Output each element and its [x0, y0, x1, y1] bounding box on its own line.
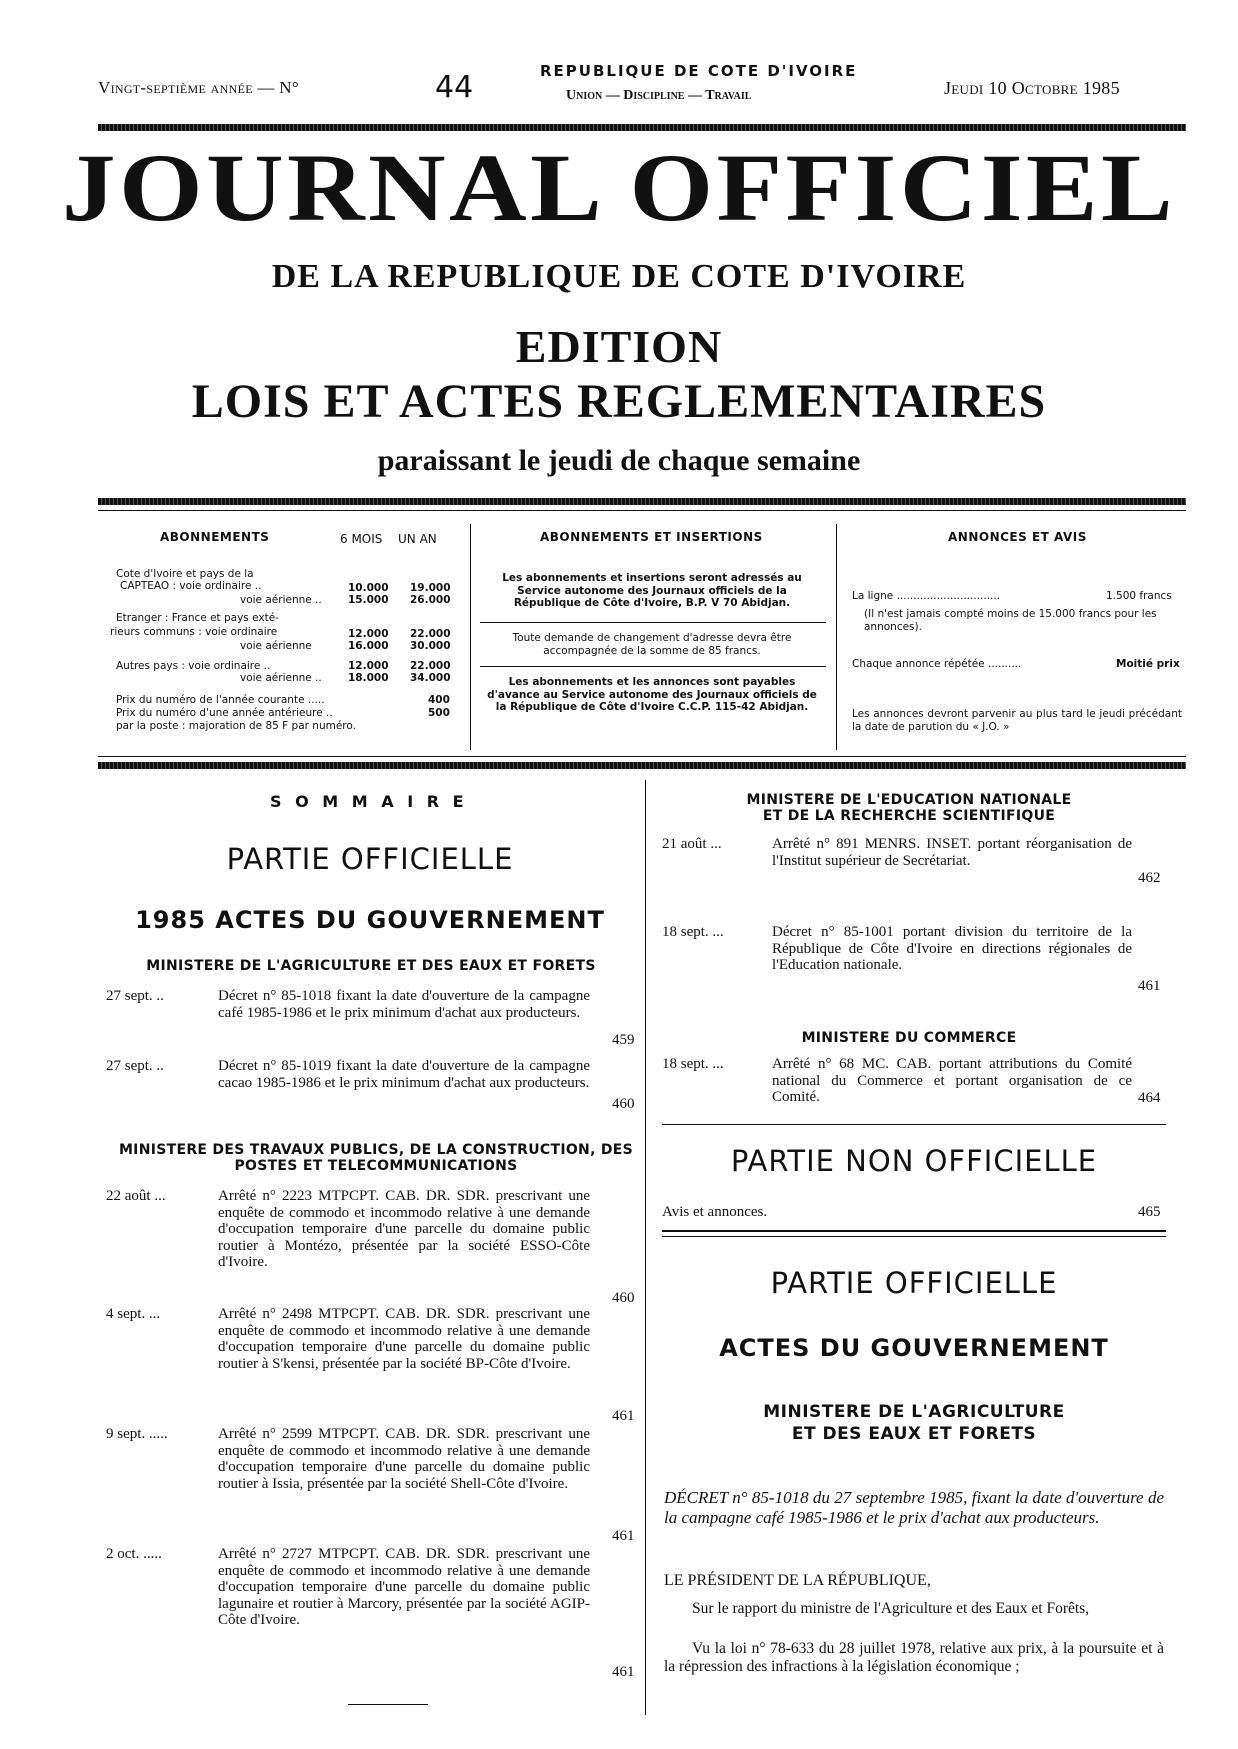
subs-col-6mois: 6 MOIS [340, 532, 383, 546]
insertions-address: Les abonnements et insertions seront adressés au Service autonome des Journaux officiels de la République de Côte d'Ivoire, B.P. V 70 Abidjan. [502, 572, 802, 609]
year-line-text: Vingt-septième année — N° [98, 78, 299, 97]
box-rule-top [98, 498, 1186, 505]
entry-text: Arrêté n° 2223 MTPCPT. CAB. DR. SDR. prescrivant une enquête de commodo et incommodo relative à une demande d'occupation temporaire d'une parcelle du domaine public routier à Montézo, présentée par la société ESSO-Côte d'Ivoire. [218, 1188, 590, 1270]
subs-line: Etranger : France et pays exté- [116, 612, 279, 624]
avis-page: 465 [1138, 1204, 1161, 1220]
sommaire-heading: S O M M A I R E [270, 792, 468, 811]
entry-page: 461 [612, 1528, 635, 1544]
entry-page: 460 [612, 1290, 635, 1306]
body-ministry-line-1: MINISTERE DE L'AGRICULTURE [763, 1402, 1065, 1422]
entry-date: 4 sept. ... [106, 1306, 161, 1322]
subs-line: Autres pays : voie ordinaire .. [116, 660, 271, 672]
box-rule-bottom [98, 762, 1186, 769]
entry-date: 27 sept. .. [106, 988, 164, 1004]
journal-subtitle: DE LA REPUBLIQUE DE COTE D'IVOIRE [271, 258, 967, 295]
subs-price: 30.000 [410, 640, 451, 652]
republic-name: REPUBLIQUE DE COTE D'IVOIRE [540, 62, 858, 80]
partie-non-rule [662, 1124, 1166, 1125]
ministry-heading-agriculture: MINISTERE DE L'AGRICULTURE ET DES EAUX ET FORETS [146, 958, 596, 974]
subs-line: Cote d'Ivoire et pays de la [116, 568, 254, 580]
subs-line: Prix du numéro de l'année courante ..... [116, 694, 325, 706]
entry-page: 461 [612, 1408, 635, 1424]
ads-line-note: (Il n'est jamais compté moins de 15.000 francs pour les annonces). [864, 608, 1157, 633]
entry-date: 27 sept. .. [106, 1058, 164, 1074]
entry-date: 18 sept. ... [662, 1056, 724, 1072]
entry-date: 2 oct. ..... [106, 1546, 162, 1562]
subs-price: 500 [428, 707, 450, 719]
entry-page: 461 [612, 1664, 635, 1680]
subs-col-unan: UN AN [398, 532, 437, 546]
ads-line-price: 1.500 francs [1106, 590, 1172, 602]
body-paragraph: Vu la loi n° 78-633 du 28 juillet 1978, relative aux prix, à la poursuite et à la répression des infractions à la législation économique ; [664, 1640, 1164, 1675]
subs-price: 10.000 [348, 582, 389, 594]
issue-number: 44 [435, 70, 474, 105]
entry-text: Décret n° 85-1018 fixant la date d'ouverture de la campagne café 1985-1986 et le prix minimum d'achat aux producteurs. [218, 988, 590, 1021]
body-paragraph: Sur le rapport du ministre de l'Agriculture et des Eaux et Forêts, [692, 1600, 1090, 1617]
decret-title: DÉCRET n° 85-1018 du 27 septembre 1985, fixant la date d'ouverture de la campagne café 1985-1986 et le prix d'achat aux producteurs. [664, 1488, 1164, 1527]
masthead-rule-top [98, 124, 1186, 131]
insertions-divider [480, 622, 826, 623]
box-rule-top-thin [98, 510, 1186, 511]
body-actes-heading: ACTES DU GOUVERNEMENT [719, 1334, 1109, 1362]
insertions-payment: Les abonnements et les annonces sont payables d'avance au Service autonome des Journaux officiels de la République de Côte d'Ivoire C.C.P. 115-42 Abidjan. [487, 676, 817, 713]
body-partie-officielle: PARTIE OFFICIELLE [770, 1266, 1058, 1300]
year-line [98, 78, 299, 98]
ads-heading: ANNONCES ET AVIS [948, 530, 1087, 544]
entry-text: Arrêté n° 68 MC. CAB. portant attributions du Comité national du Commerce et portant organisation de ce Comité. [772, 1056, 1132, 1105]
entry-text: Arrêté n° 2727 MTPCPT. CAB. DR. SDR. prescrivant une enquête de commodo et incommodo relative à une demande d'occupation temporaire d'une parcelle du domaine public lagunaire et routier à Marcory, présentée par la société AGIP-Côte d'Ivoire. [218, 1546, 590, 1628]
edition-label: EDITION [515, 321, 723, 372]
ads-repeat-value: Moitié prix [1116, 658, 1180, 670]
subscriptions-heading: ABONNEMENTS [160, 530, 270, 544]
sommaire-partie-officielle: PARTIE OFFICIELLE [226, 842, 514, 876]
subs-price: 26.000 [410, 594, 451, 606]
entry-date: 9 sept. ..... [106, 1426, 168, 1442]
ads-line-label: La ligne ............................... [852, 590, 1001, 602]
sommaire-bottom-rule [662, 1230, 1166, 1232]
entry-page: 462 [1138, 870, 1161, 886]
issue-date: Jeudi 10 Octobre 1985 [944, 78, 1120, 98]
subs-price: 15.000 [348, 594, 389, 606]
subs-price: 12.000 [348, 628, 389, 640]
subs-price: 16.000 [348, 640, 389, 652]
journal-title: JOURNAL OFFICIEL [61, 134, 1177, 241]
insertions-divider [480, 666, 826, 667]
subs-line: par la poste : majoration de 85 F par numéro. [116, 720, 356, 732]
entry-page: 464 [1138, 1090, 1161, 1106]
subs-line: voie aérienne .. [240, 672, 322, 684]
subs-price: 34.000 [410, 672, 451, 684]
subs-line: Prix du numéro d'une année antérieure .. [116, 707, 333, 719]
entry-text: Arrêté n° 891 MENRS. INSET. portant réorganisation de l'Institut supérieur de Secrétariat. [772, 836, 1132, 869]
sommaire-end-rule [348, 1704, 428, 1705]
partie-non-officielle: PARTIE NON OFFICIELLE [730, 1144, 1098, 1178]
entry-page: 461 [1138, 978, 1161, 994]
ministry-heading-education: MINISTERE DE L'EDUCATION NATIONALE ET DE LA RECHERCHE SCIENTIFIQUE [746, 792, 1072, 824]
entry-date: 22 août ... [106, 1188, 166, 1204]
subs-price: 19.000 [410, 582, 451, 594]
body-ministry-line-2: ET DES EAUX ET FORETS [791, 1424, 1037, 1444]
entry-date: 21 août ... [662, 836, 722, 852]
subs-line: voie aérienne .. [240, 594, 322, 606]
subs-price: 400 [428, 694, 450, 706]
subs-line: rieurs communs : voie ordinaire [110, 626, 278, 638]
ministry-heading-commerce: MINISTERE DU COMMERCE [801, 1030, 1017, 1046]
insertions-heading: ABONNEMENTS ET INSERTIONS [540, 530, 763, 544]
ministry-heading-travaux-publics: MINISTERE DES TRAVAUX PUBLICS, DE LA CONSTRUCTION, DES POSTES ET TELECOMMUNICATIONS [118, 1142, 634, 1174]
president-heading: LE PRÉSIDENT DE LA RÉPUBLIQUE, [664, 1572, 931, 1589]
column-divider [645, 780, 646, 1715]
box-rule-bottom-thin [98, 756, 1186, 757]
avis-label: Avis et annonces. [662, 1204, 768, 1220]
entry-page: 459 [612, 1032, 635, 1048]
entry-text: Décret n° 85-1019 fixant la date d'ouverture de la campagne cacao 1985-1986 et le prix minimum d'achat aux producteurs. [218, 1058, 590, 1091]
insertions-address-change: Toute demande de changement d'adresse devra être accompagnée de la somme de 85 francs. [512, 632, 792, 657]
entry-text: Décret n° 85-1001 portant division du territoire de la République de Côte d'Ivoire en directions régionales de l'Education nationale. [772, 924, 1132, 973]
sommaire-bottom-rule-2 [662, 1236, 1166, 1237]
ads-repeat-label: Chaque annonce répétée .......... [852, 658, 1022, 670]
ads-deadline: Les annonces devront parvenir au plus tard le jeudi précédant la date de parution du « J.O. » [852, 708, 1182, 733]
entry-text: Arrêté n° 2498 MTPCPT. CAB. DR. SDR. prescrivant une enquête de commodo et incommodo relative à une demande d'occupation temporaire d'une parcelle du domaine public routier à S'kensi, présentée par la société BP-Côte d'Ivoire. [218, 1306, 590, 1372]
entry-date: 18 sept. ... [662, 924, 724, 940]
entry-text: Arrêté n° 2599 MTPCPT. CAB. DR. SDR. prescrivant une enquête de commodo et incommodo relative à une demande d'occupation temporaire d'une parcelle du domaine public routier à Issia, présentée par la société Shell-Côte d'Ivoire. [218, 1426, 590, 1492]
sommaire-actes-heading: 1985 ACTES DU GOUVERNEMENT [135, 906, 605, 934]
subs-price: 22.000 [410, 660, 451, 672]
subs-price: 22.000 [410, 628, 451, 640]
subs-price: 18.000 [348, 672, 389, 684]
edition-name: LOIS ET ACTES REGLEMENTAIRES [191, 375, 1047, 428]
box-divider-2 [836, 524, 837, 750]
national-motto: Union — Discipline — Travail [566, 88, 752, 103]
publication-frequency: paraissant le jeudi de chaque semaine [377, 444, 861, 477]
subs-line: voie aérienne [240, 640, 312, 652]
entry-page: 460 [612, 1096, 635, 1112]
box-divider-1 [470, 524, 471, 750]
subs-price: 12.000 [348, 660, 389, 672]
subs-line: CAPTEAO : voie ordinaire .. [120, 580, 262, 592]
